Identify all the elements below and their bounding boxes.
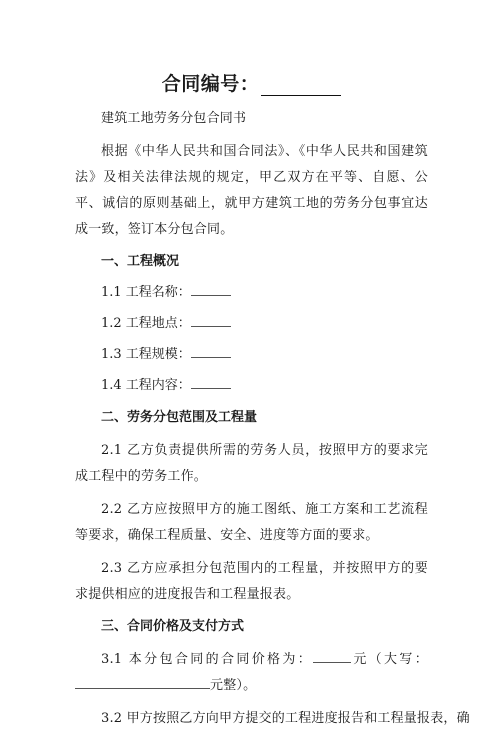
item-project-location: 1.2 工程地点： [75, 311, 428, 337]
blank-line [191, 343, 231, 358]
blank-line [191, 374, 231, 389]
paragraph-3-2: 3.2 甲方按照乙方向甲方提交的工程进度报告和工程量报表，确 [101, 711, 470, 726]
item-project-scale: 1.3 工程规模： [75, 342, 428, 368]
blank-line [191, 281, 231, 296]
item-project-name: 1.1 工程名称： [75, 280, 428, 306]
price-blank [313, 648, 351, 663]
contract-number-blank [261, 77, 341, 96]
paragraph-3-1: 3.1 本分包合同的合同价格为： 元（大写： [75, 647, 428, 673]
section-heading-overview: 一、工程概况 [101, 254, 180, 269]
title-text: 合同编号： [161, 73, 260, 95]
paragraph-2-3: 2.3 乙方应承担分包范围内的工程量，并按照甲方的要求提供相应的进度报告和工程量报表。 [75, 561, 428, 602]
paragraph-2-2: 2.2 乙方应按照甲方的施工图纸、施工方案和工艺流程等要求，确保工程质量、安全、进度等方面的要求。 [75, 502, 428, 543]
section-heading-scope: 二、劳务分包范围及工程量 [101, 410, 258, 425]
price-words-blank [75, 674, 210, 689]
intro-paragraph: 根据《中华人民共和国合同法》、《中华人民共和国建筑法》及相关法律法规的规定，甲乙双方在平等、自愿、公平、诚信的原则基础上，就甲方建筑工地的劳务分包事宜达成一致，签订本分包合同。 [75, 144, 428, 237]
contract-number-title [75, 72, 428, 96]
document-name: 建筑工地劳务分包合同书 [101, 111, 247, 126]
blank-line [191, 312, 231, 327]
paragraph-2-1: 2.1 乙方负责提供所需的劳务人员，按照甲方的要求完成工程中的劳务工作。 [75, 443, 428, 484]
paragraph-3-1-cont: 元整）。 [75, 673, 428, 699]
section-heading-price: 三、合同价格及支付方式 [101, 619, 245, 634]
item-project-content: 1.4 工程内容： [75, 373, 428, 399]
